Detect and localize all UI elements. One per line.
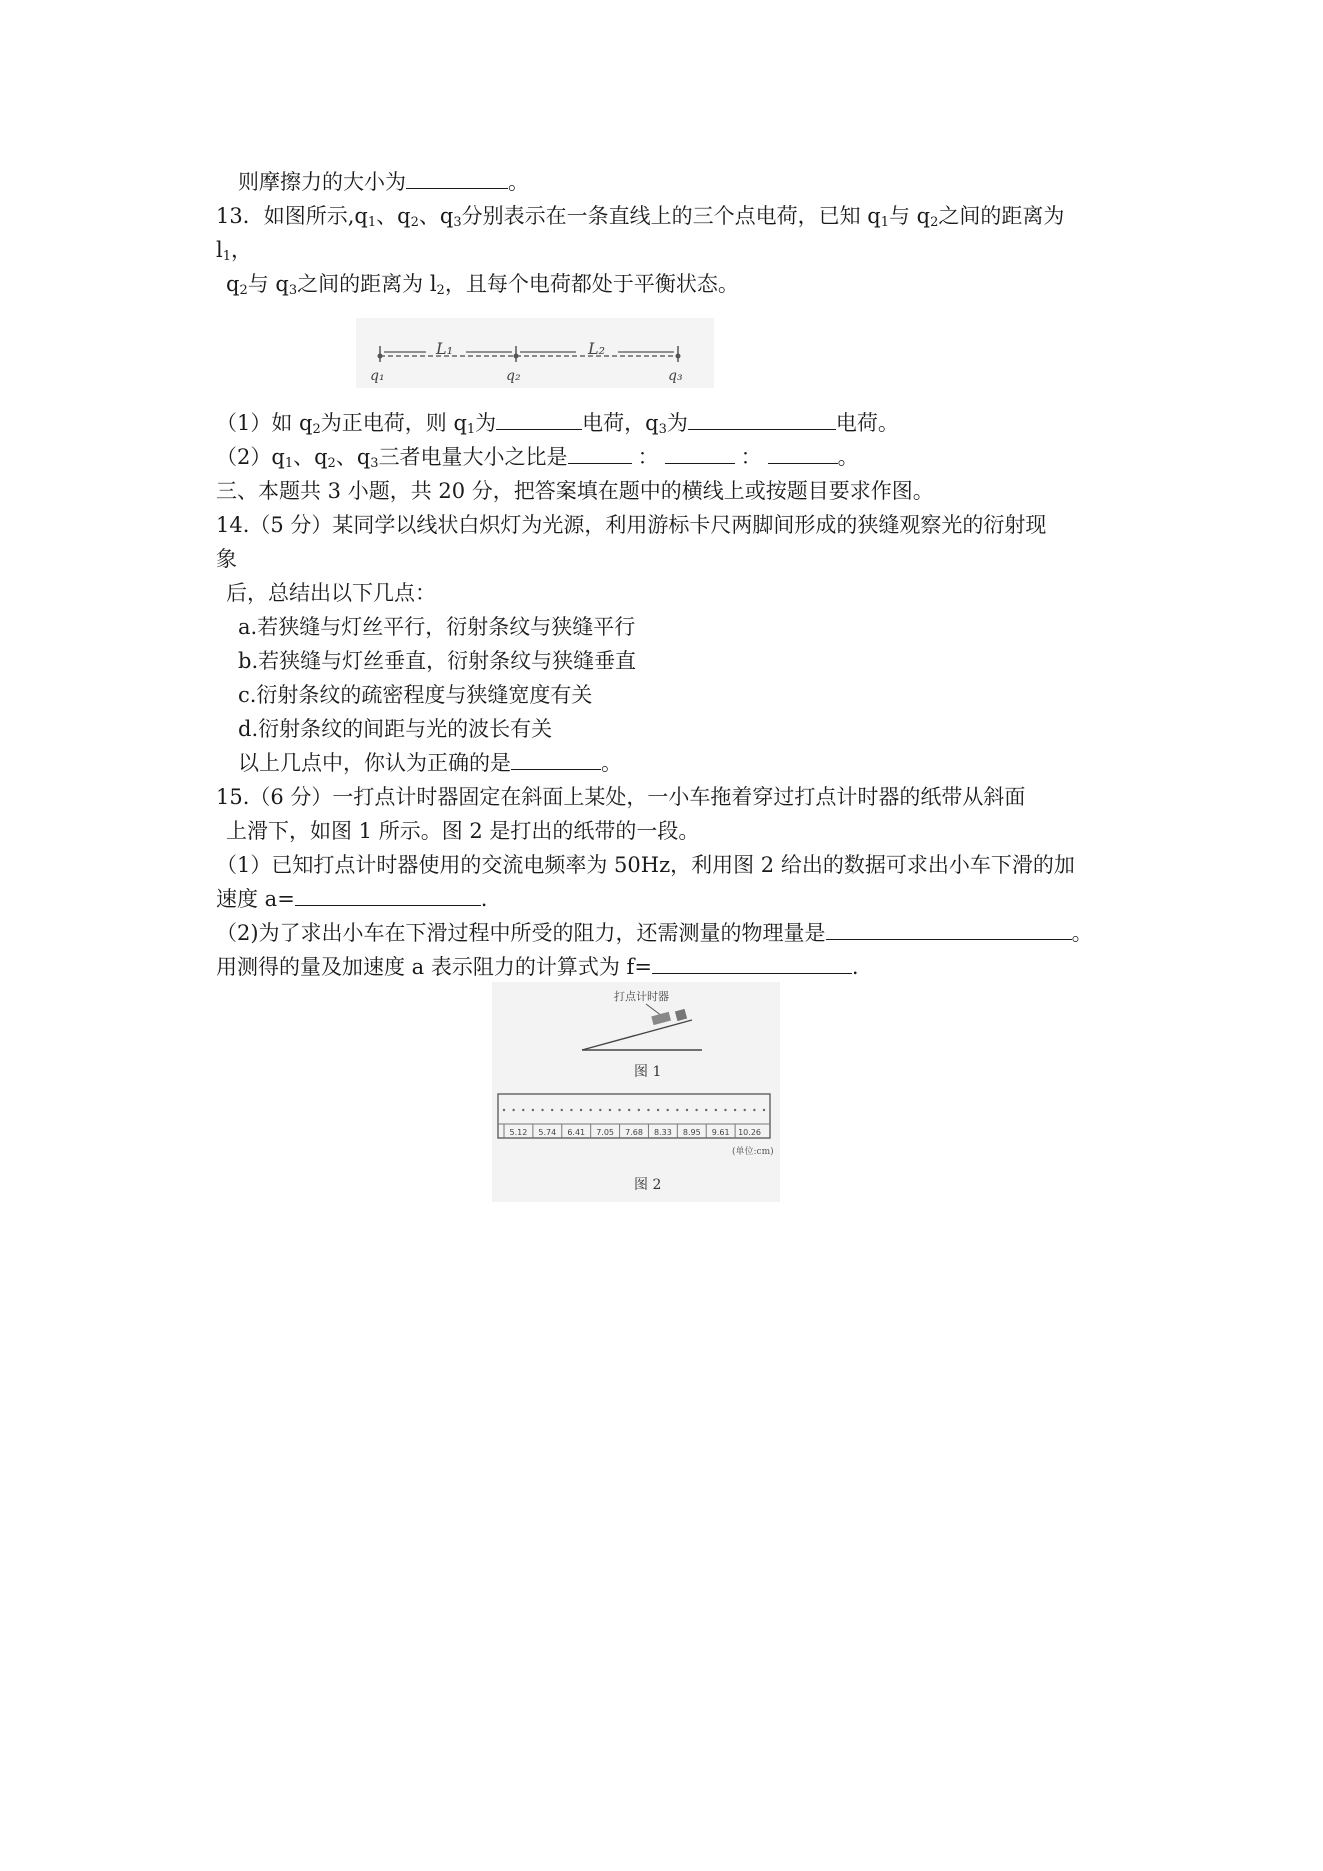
tape-dot (532, 1109, 534, 1111)
tape-dot (676, 1109, 678, 1111)
label-q3: q₃ (668, 368, 683, 384)
q13-part1-line: （1）如 $q_2$为正电荷，则 $q_1$为 电荷，$q_3$为 电荷。 (216, 411, 899, 437)
q13-stem-line-2: $l_1$， (216, 238, 252, 264)
q13-stem-line: 13．如图所示$,q_1$、$q_2$、$q_3$分别表示在一条直线上的三个点电荷，已知 $q_1$与 $q_2$之间的距离为 (216, 204, 1065, 230)
cart-shape (651, 1012, 671, 1025)
q14-option-b: b.若狭缝与灯丝垂直，衍射条纹与狭缝垂直 (238, 649, 637, 673)
tape-dot (734, 1109, 736, 1111)
q14-option-a: a.若狭缝与灯丝平行，衍射条纹与狭缝平行 (238, 615, 636, 639)
q15-part1-line: （1）已知打点计时器使用的交流电频率为 50Hz，利用图 2 给出的数据可求出小车下滑的加 (216, 853, 1075, 877)
tape-dot (695, 1109, 697, 1111)
tape-segment-value: 9.61 (711, 1128, 730, 1137)
tape-dot (522, 1109, 524, 1111)
tape-unit: (单位:cm) (732, 1147, 774, 1157)
tape-dot (667, 1109, 669, 1111)
tape-segment-value: 8.33 (653, 1128, 672, 1137)
ratio-blank-1[interactable] (568, 443, 632, 464)
tape-segment-value: 8.95 (682, 1128, 701, 1137)
tape-segment-value: 10.26 (738, 1128, 762, 1137)
tape-dot (753, 1109, 755, 1111)
ratio-blank-2[interactable] (665, 443, 735, 464)
tape-values (504, 1124, 761, 1138)
tape-segment-value: 5.12 (509, 1128, 528, 1137)
tape-dot (599, 1109, 601, 1111)
charges-figure (356, 318, 714, 388)
q1-point (378, 354, 383, 359)
answer-blank[interactable] (406, 168, 508, 189)
timer-label: 打点计时器 (614, 990, 669, 1003)
tape-dot (512, 1109, 514, 1111)
incline-and-tape-diagram (492, 982, 780, 1202)
q14-answer-line: 以上几点中，你认为正确的是 。 (238, 751, 622, 775)
section-3-heading: 三、本题共 3 小题，共 20 分，把答案填在题中的横线上或按题目要求作图。 (216, 479, 934, 503)
label-q1: q₁ (370, 368, 385, 384)
q14-stem-line: 14.（5 分）某同学以线状白炽灯为光源，利用游标卡尺两脚间形成的狭缝观察光的衍射现 (216, 513, 1047, 537)
tape-dot (609, 1109, 611, 1111)
acceleration-blank[interactable] (295, 885, 481, 906)
tape-dot (763, 1109, 765, 1111)
tape-segment-value: 6.41 (567, 1128, 586, 1137)
tape-dot (647, 1109, 649, 1111)
q3-point (676, 354, 681, 359)
timer-shape (675, 1009, 687, 1021)
tape-dot (657, 1109, 659, 1111)
fig2-caption: 图 2 (634, 1177, 662, 1193)
tape-dot (561, 1109, 563, 1111)
tape-dot (686, 1109, 688, 1111)
label-q2: q₂ (506, 368, 521, 384)
tape-dot (580, 1109, 582, 1111)
q15-stem-line-2: 上滑下，如图 1 所示。图 2 是打出的纸带的一段。 (226, 819, 700, 843)
timer-figure (492, 982, 780, 1202)
q2-point (514, 354, 519, 359)
formula-blank[interactable] (652, 953, 852, 974)
label-L1: L₁ (436, 339, 454, 358)
q15-stem-line: 15.（6 分）一打点计时器固定在斜面上某处，一小车拖着穿过打点计时器的纸带从斜面 (216, 785, 1026, 809)
tape-segment-value: 7.05 (596, 1128, 615, 1137)
q14-stem-line-3: 后，总结出以下几点： (226, 581, 436, 605)
q13-part2-line: $(2)q_1$、$q_2$、$q_3$三者电量大小之比是 ： ： 。 (216, 445, 859, 471)
q15-formula-line: 用测得的量及加速度 a 表示阻力的计算式为 f= . (216, 955, 859, 979)
tape-dot (715, 1109, 717, 1111)
ratio-blank-3[interactable] (768, 443, 838, 464)
tape-segment-value: 7.68 (625, 1128, 643, 1137)
tape-dot (705, 1109, 707, 1111)
tape-dot (541, 1109, 543, 1111)
q1-sign-blank[interactable] (496, 409, 582, 430)
tape-dot (551, 1109, 553, 1111)
q15-accel-line: 速度 a= . (216, 887, 488, 911)
friction-question-line: 则摩擦力的大小为 。 (238, 170, 529, 194)
tape-dot (589, 1109, 591, 1111)
q3-sign-blank[interactable] (688, 409, 836, 430)
q14-stem-line-2: 象 (216, 547, 237, 571)
q14-option-d: d.衍射条纹的间距与光的波长有关 (238, 717, 553, 741)
tape-dot (638, 1109, 640, 1111)
quantity-blank[interactable] (826, 919, 1072, 940)
fig1-caption: 图 1 (634, 1064, 662, 1080)
tape-dot (724, 1109, 726, 1111)
label-L2: L₂ (588, 339, 606, 358)
tape-dot (618, 1109, 620, 1111)
q13-stem-line-3: $q_2$与 $q_3$之间的距离为 $l_2$，且每个电荷都处于平衡状态。 (226, 272, 739, 298)
incline-surface (582, 1020, 692, 1050)
tape-segment-value: 5.74 (538, 1128, 557, 1137)
tape-dot (570, 1109, 572, 1111)
tape-dots (503, 1109, 765, 1111)
tape-dot (503, 1109, 505, 1111)
q14-answer-blank[interactable] (511, 749, 601, 770)
charges-diagram (356, 318, 714, 388)
q15-part2-line: （2)为了求出小车在下滑过程中所受的阻力，还需测量的物理量是 。 (216, 921, 1093, 945)
tape-dot (744, 1109, 746, 1111)
q14-option-c: c.衍射条纹的疏密程度与狭缝宽度有关 (238, 683, 593, 707)
tape-dot (628, 1109, 630, 1111)
